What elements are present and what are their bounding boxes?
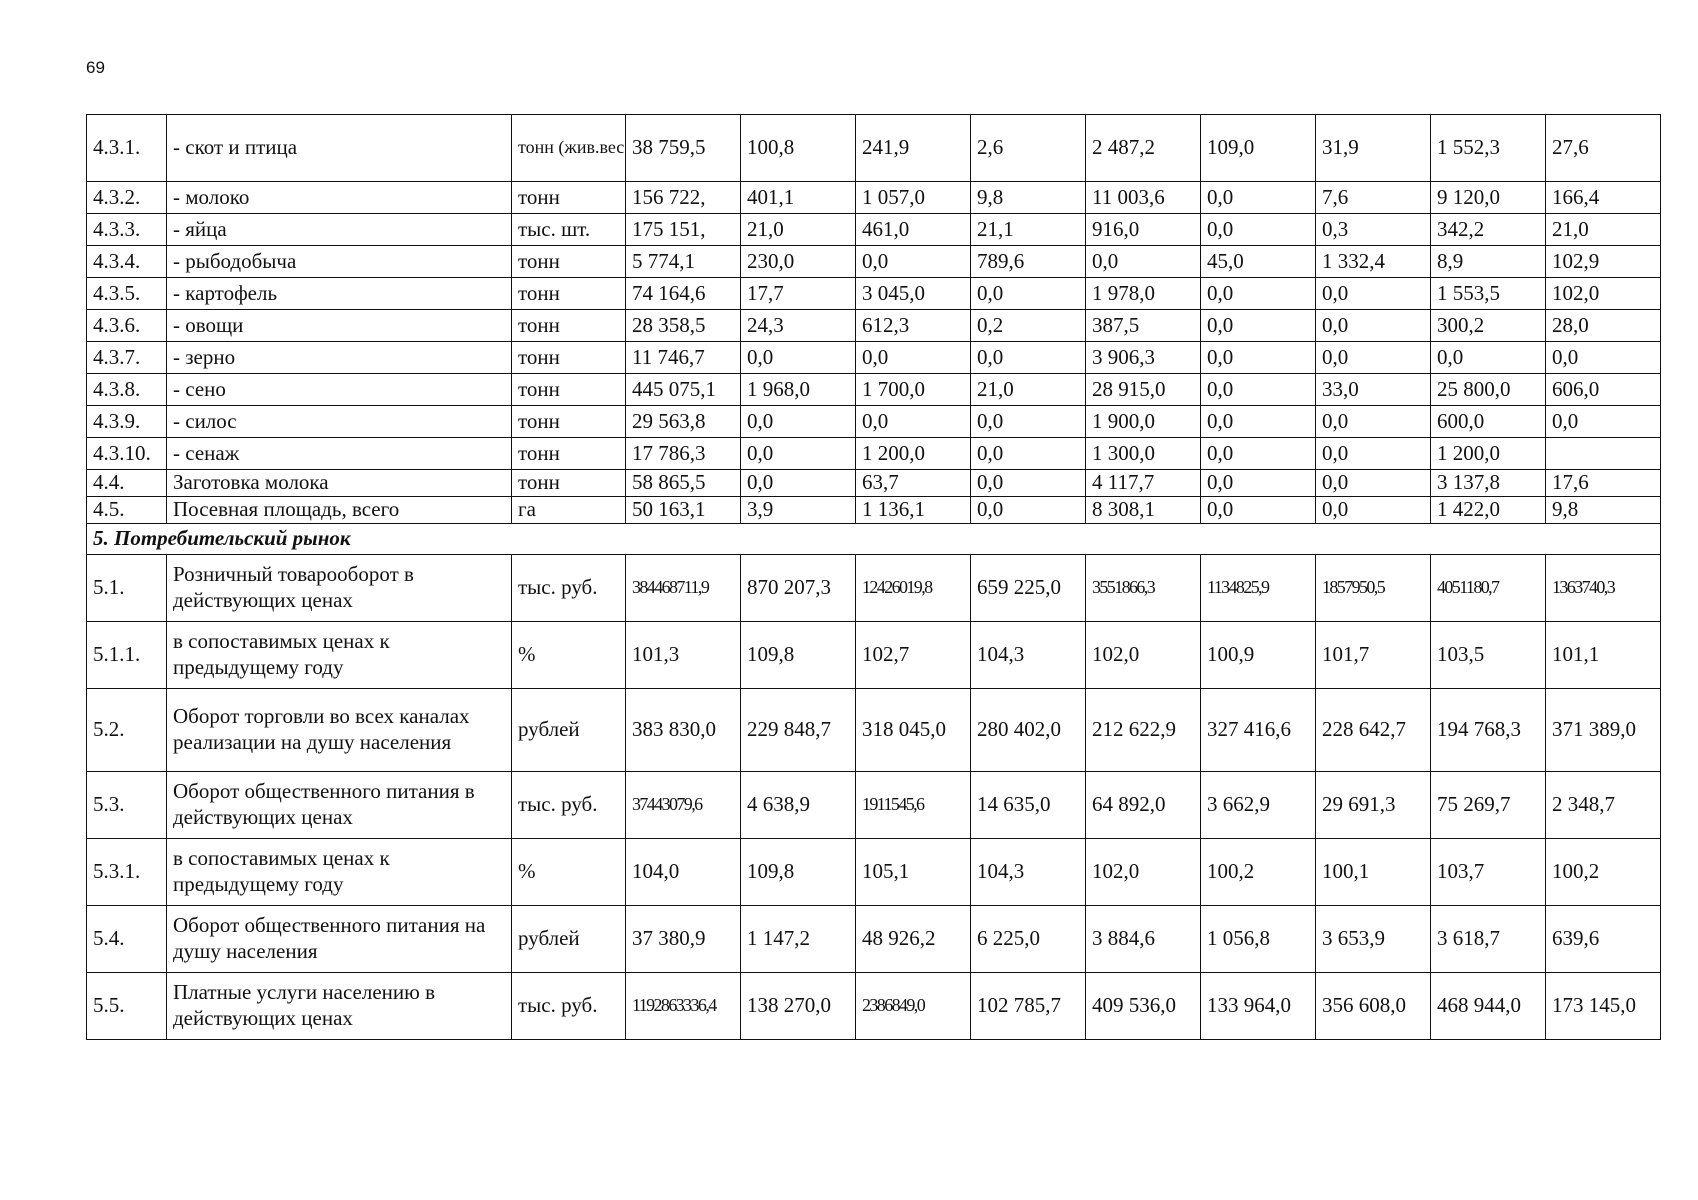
table-row [87, 278, 1661, 310]
value-cell: 101,1 [1546, 622, 1661, 689]
value-cell: 102,0 [1086, 839, 1201, 906]
row-unit: тонн [512, 374, 626, 406]
value-cell: 0,0 [1546, 342, 1661, 374]
row-unit: тонн [512, 278, 626, 310]
value-cell: 102 785,7 [971, 973, 1086, 1040]
value-cell: 1 422,0 [1431, 497, 1546, 524]
row-name: Оборот общественного питания на душу населения [167, 906, 512, 973]
row-code: 4.3.7. [87, 342, 167, 374]
value-cell: 0,0 [1316, 406, 1431, 438]
value-cell: 104,0 [626, 839, 741, 906]
value-cell: 101,3 [626, 622, 741, 689]
row-code: 4.3.2. [87, 182, 167, 214]
value-cell: 17,6 [1546, 470, 1661, 497]
value-cell: 612,3 [856, 310, 971, 342]
value-cell: 109,8 [741, 622, 856, 689]
value-cell: 104,3 [971, 839, 1086, 906]
value-cell: 11 003,6 [1086, 182, 1201, 214]
row-code: 5.3. [87, 772, 167, 839]
value-cell: 0,0 [1316, 278, 1431, 310]
table-row [87, 438, 1661, 470]
row-code: 4.3.4. [87, 246, 167, 278]
value-cell: 38 759,5 [626, 115, 741, 182]
value-cell: 156 722, [626, 182, 741, 214]
row-name: - картофель [167, 278, 512, 310]
row-code: 5.2. [87, 689, 167, 772]
row-code: 5.3.1. [87, 839, 167, 906]
row-name: - овощи [167, 310, 512, 342]
table-row [87, 406, 1661, 438]
value-cell: 0,0 [1316, 438, 1431, 470]
value-cell: 1 900,0 [1086, 406, 1201, 438]
value-cell: 3 906,3 [1086, 342, 1201, 374]
value-cell: 102,9 [1546, 246, 1661, 278]
value-cell: 0,0 [1431, 342, 1546, 374]
value-cell: 138 270,0 [741, 973, 856, 1040]
row-unit: % [512, 622, 626, 689]
value-cell: 100,2 [1546, 839, 1661, 906]
value-cell: 916,0 [1086, 214, 1201, 246]
row-code: 5.1. [87, 555, 167, 622]
value-cell: 1363740,3 [1546, 555, 1661, 622]
table-row [87, 342, 1661, 374]
value-cell: 229 848,7 [741, 689, 856, 772]
value-cell: 1 968,0 [741, 374, 856, 406]
value-cell: 1 147,2 [741, 906, 856, 973]
row-code: 5.4. [87, 906, 167, 973]
value-cell: 606,0 [1546, 374, 1661, 406]
value-cell: 230,0 [741, 246, 856, 278]
value-cell: 461,0 [856, 214, 971, 246]
value-cell: 384468711,9 [626, 555, 741, 622]
value-cell: 0,0 [971, 470, 1086, 497]
value-cell: 0,3 [1316, 214, 1431, 246]
value-cell: 0,0 [1316, 497, 1431, 524]
value-cell: 0,0 [1086, 246, 1201, 278]
row-unit: тонн [512, 182, 626, 214]
value-cell: 33,0 [1316, 374, 1431, 406]
row-code: 4.3.9. [87, 406, 167, 438]
value-cell: 194 768,3 [1431, 689, 1546, 772]
row-code: 4.3.3. [87, 214, 167, 246]
row-unit: тонн [512, 438, 626, 470]
value-cell: 0,0 [1201, 374, 1316, 406]
value-cell: 0,0 [1316, 310, 1431, 342]
value-cell: 0,0 [1201, 310, 1316, 342]
value-cell: 0,0 [971, 278, 1086, 310]
value-cell: 327 416,6 [1201, 689, 1316, 772]
value-cell: 3 618,7 [1431, 906, 1546, 973]
value-cell: 9 120,0 [1431, 182, 1546, 214]
value-cell: 100,2 [1201, 839, 1316, 906]
value-cell: 401,1 [741, 182, 856, 214]
table-row [87, 246, 1661, 278]
statistics-table [86, 114, 1661, 1040]
row-unit: тонн [512, 310, 626, 342]
row-name: Розничный товарооборот в действующих ценах [167, 555, 512, 622]
value-cell: 1 552,3 [1431, 115, 1546, 182]
value-cell: 27,6 [1546, 115, 1661, 182]
value-cell: 300,2 [1431, 310, 1546, 342]
value-cell: 0,0 [1201, 214, 1316, 246]
row-name: Оборот торговли во всех каналах реализации на душу населения [167, 689, 512, 772]
value-cell: 0,0 [741, 342, 856, 374]
row-unit: тыс. руб. [512, 555, 626, 622]
value-cell: 468 944,0 [1431, 973, 1546, 1040]
row-unit: тыс. руб. [512, 772, 626, 839]
table-row [87, 214, 1661, 246]
row-name: - сенаж [167, 438, 512, 470]
row-code: 4.4. [87, 470, 167, 497]
row-unit: га [512, 497, 626, 524]
value-cell: 29 563,8 [626, 406, 741, 438]
row-name: - яйца [167, 214, 512, 246]
value-cell: 1 200,0 [1431, 438, 1546, 470]
value-cell: 3 137,8 [1431, 470, 1546, 497]
value-cell: 58 865,5 [626, 470, 741, 497]
value-cell: 103,5 [1431, 622, 1546, 689]
row-code: 4.3.6. [87, 310, 167, 342]
row-unit: тонн (жив.вес [512, 115, 626, 182]
value-cell: 280 402,0 [971, 689, 1086, 772]
row-name: - скот и птица [167, 115, 512, 182]
value-cell: 0,0 [1316, 470, 1431, 497]
value-cell: 28 915,0 [1086, 374, 1201, 406]
value-cell: 1 200,0 [856, 438, 971, 470]
row-code: 5.5. [87, 973, 167, 1040]
row-name: - рыбодобыча [167, 246, 512, 278]
value-cell: 102,0 [1086, 622, 1201, 689]
value-cell: 75 269,7 [1431, 772, 1546, 839]
table-row [87, 973, 1661, 1040]
value-cell: 100,1 [1316, 839, 1431, 906]
value-cell: 0,0 [1201, 342, 1316, 374]
value-cell: 2,6 [971, 115, 1086, 182]
value-cell: 8,9 [1431, 246, 1546, 278]
value-cell: 1 978,0 [1086, 278, 1201, 310]
value-cell: 2 487,2 [1086, 115, 1201, 182]
value-cell: 228 642,7 [1316, 689, 1431, 772]
value-cell: 0,0 [741, 438, 856, 470]
value-cell: 17 786,3 [626, 438, 741, 470]
table-row [87, 182, 1661, 214]
value-cell: 0,0 [1201, 470, 1316, 497]
value-cell: 9,8 [1546, 497, 1661, 524]
value-cell: 0,0 [856, 246, 971, 278]
value-cell: 0,0 [1316, 342, 1431, 374]
value-cell: 109,0 [1201, 115, 1316, 182]
value-cell: 12426019,8 [856, 555, 971, 622]
value-cell: 25 800,0 [1431, 374, 1546, 406]
value-cell: 102,0 [1546, 278, 1661, 310]
row-name: - молоко [167, 182, 512, 214]
value-cell: 7,6 [1316, 182, 1431, 214]
value-cell: 1192863336,4 [626, 973, 741, 1040]
table-row [87, 622, 1661, 689]
row-name: Платные услуги населению в действующих ценах [167, 973, 512, 1040]
row-name: Заготовка молока [167, 470, 512, 497]
row-code: 4.3.8. [87, 374, 167, 406]
value-cell: 1 332,4 [1316, 246, 1431, 278]
row-unit: тонн [512, 246, 626, 278]
value-cell: 21,0 [971, 374, 1086, 406]
value-cell: 24,3 [741, 310, 856, 342]
value-cell: 0,0 [741, 406, 856, 438]
value-cell: 100,9 [1201, 622, 1316, 689]
value-cell: 14 635,0 [971, 772, 1086, 839]
value-cell: 0,0 [1201, 182, 1316, 214]
row-unit: тыс. шт. [512, 214, 626, 246]
value-cell: 3 662,9 [1201, 772, 1316, 839]
value-cell: 0,0 [971, 406, 1086, 438]
table-row [87, 497, 1661, 524]
value-cell: 104,3 [971, 622, 1086, 689]
row-unit: тонн [512, 470, 626, 497]
value-cell: 356 608,0 [1316, 973, 1431, 1040]
value-cell: 212 622,9 [1086, 689, 1201, 772]
value-cell: 133 964,0 [1201, 973, 1316, 1040]
value-cell: 64 892,0 [1086, 772, 1201, 839]
value-cell: 29 691,3 [1316, 772, 1431, 839]
value-cell: 101,7 [1316, 622, 1431, 689]
section-title: 5. Потребительский рынок [87, 524, 1661, 555]
value-cell: 0,0 [1201, 278, 1316, 310]
value-cell: 371 389,0 [1546, 689, 1661, 772]
table-row [87, 374, 1661, 406]
value-cell: 870 207,3 [741, 555, 856, 622]
value-cell: 3 653,9 [1316, 906, 1431, 973]
value-cell: 3551866,3 [1086, 555, 1201, 622]
value-cell: 31,9 [1316, 115, 1431, 182]
value-cell: 0,0 [741, 470, 856, 497]
value-cell: 21,0 [741, 214, 856, 246]
row-name: Посевная площадь, всего [167, 497, 512, 524]
value-cell: 1 136,1 [856, 497, 971, 524]
row-name: в сопоставимых ценах к предыдущему году [167, 839, 512, 906]
value-cell: 103,7 [1431, 839, 1546, 906]
value-cell: 21,1 [971, 214, 1086, 246]
row-code: 4.3.5. [87, 278, 167, 310]
value-cell: 11 746,7 [626, 342, 741, 374]
value-cell: 0,0 [856, 342, 971, 374]
value-cell: 1 700,0 [856, 374, 971, 406]
value-cell: 241,9 [856, 115, 971, 182]
value-cell: 100,8 [741, 115, 856, 182]
value-cell: 445 075,1 [626, 374, 741, 406]
value-cell: 4 117,7 [1086, 470, 1201, 497]
value-cell: 105,1 [856, 839, 971, 906]
value-cell: 639,6 [1546, 906, 1661, 973]
value-cell: 102,7 [856, 622, 971, 689]
page-number: 69 [86, 58, 105, 77]
value-cell: 2 348,7 [1546, 772, 1661, 839]
value-cell: 9,8 [971, 182, 1086, 214]
value-cell: 0,0 [971, 497, 1086, 524]
row-unit: рублей [512, 906, 626, 973]
value-cell: 1 300,0 [1086, 438, 1201, 470]
value-cell: 0,2 [971, 310, 1086, 342]
value-cell: 600,0 [1431, 406, 1546, 438]
value-cell: 2386849,0 [856, 973, 971, 1040]
row-name: в сопоставимых ценах к предыдущему году [167, 622, 512, 689]
value-cell: 4051180,7 [1431, 555, 1546, 622]
value-cell: 0,0 [1201, 406, 1316, 438]
value-cell: 17,7 [741, 278, 856, 310]
row-name: - силос [167, 406, 512, 438]
row-unit: рублей [512, 689, 626, 772]
row-code: 4.5. [87, 497, 167, 524]
table-row [87, 470, 1661, 497]
value-cell [1546, 438, 1661, 470]
value-cell: 0,0 [1201, 497, 1316, 524]
table-row [87, 906, 1661, 973]
value-cell: 3,9 [741, 497, 856, 524]
value-cell: 1134825,9 [1201, 555, 1316, 622]
value-cell: 0,0 [1201, 438, 1316, 470]
table-row [87, 689, 1661, 772]
row-unit: тонн [512, 406, 626, 438]
value-cell: 383 830,0 [626, 689, 741, 772]
row-name: Оборот общественного питания в действующих ценах [167, 772, 512, 839]
value-cell: 789,6 [971, 246, 1086, 278]
value-cell: 5 774,1 [626, 246, 741, 278]
value-cell: 28 358,5 [626, 310, 741, 342]
table-row [87, 772, 1661, 839]
value-cell: 0,0 [971, 438, 1086, 470]
value-cell: 45,0 [1201, 246, 1316, 278]
value-cell: 659 225,0 [971, 555, 1086, 622]
value-cell: 0,0 [971, 342, 1086, 374]
value-cell: 8 308,1 [1086, 497, 1201, 524]
value-cell: 4 638,9 [741, 772, 856, 839]
value-cell: 1 056,8 [1201, 906, 1316, 973]
value-cell: 175 151, [626, 214, 741, 246]
section-header-row [87, 524, 1661, 555]
value-cell: 166,4 [1546, 182, 1661, 214]
value-cell: 21,0 [1546, 214, 1661, 246]
table-row [87, 839, 1661, 906]
row-unit: % [512, 839, 626, 906]
value-cell: 3 045,0 [856, 278, 971, 310]
value-cell: 6 225,0 [971, 906, 1086, 973]
row-code: 4.3.10. [87, 438, 167, 470]
row-unit: тонн [512, 342, 626, 374]
value-cell: 0,0 [856, 406, 971, 438]
value-cell: 318 045,0 [856, 689, 971, 772]
value-cell: 109,8 [741, 839, 856, 906]
value-cell: 1911545,6 [856, 772, 971, 839]
value-cell: 37443079,6 [626, 772, 741, 839]
value-cell: 3 884,6 [1086, 906, 1201, 973]
value-cell: 48 926,2 [856, 906, 971, 973]
row-name: - зерно [167, 342, 512, 374]
row-name: - сено [167, 374, 512, 406]
value-cell: 1857950,5 [1316, 555, 1431, 622]
row-code: 4.3.1. [87, 115, 167, 182]
value-cell: 37 380,9 [626, 906, 741, 973]
value-cell: 1 553,5 [1431, 278, 1546, 310]
value-cell: 409 536,0 [1086, 973, 1201, 1040]
value-cell: 0,0 [1546, 406, 1661, 438]
value-cell: 74 164,6 [626, 278, 741, 310]
value-cell: 387,5 [1086, 310, 1201, 342]
row-code: 5.1.1. [87, 622, 167, 689]
value-cell: 342,2 [1431, 214, 1546, 246]
value-cell: 173 145,0 [1546, 973, 1661, 1040]
table-row [87, 310, 1661, 342]
table-row [87, 555, 1661, 622]
row-unit: тыс. руб. [512, 973, 626, 1040]
value-cell: 1 057,0 [856, 182, 971, 214]
table-row [87, 115, 1661, 182]
value-cell: 28,0 [1546, 310, 1661, 342]
value-cell: 63,7 [856, 470, 971, 497]
value-cell: 50 163,1 [626, 497, 741, 524]
